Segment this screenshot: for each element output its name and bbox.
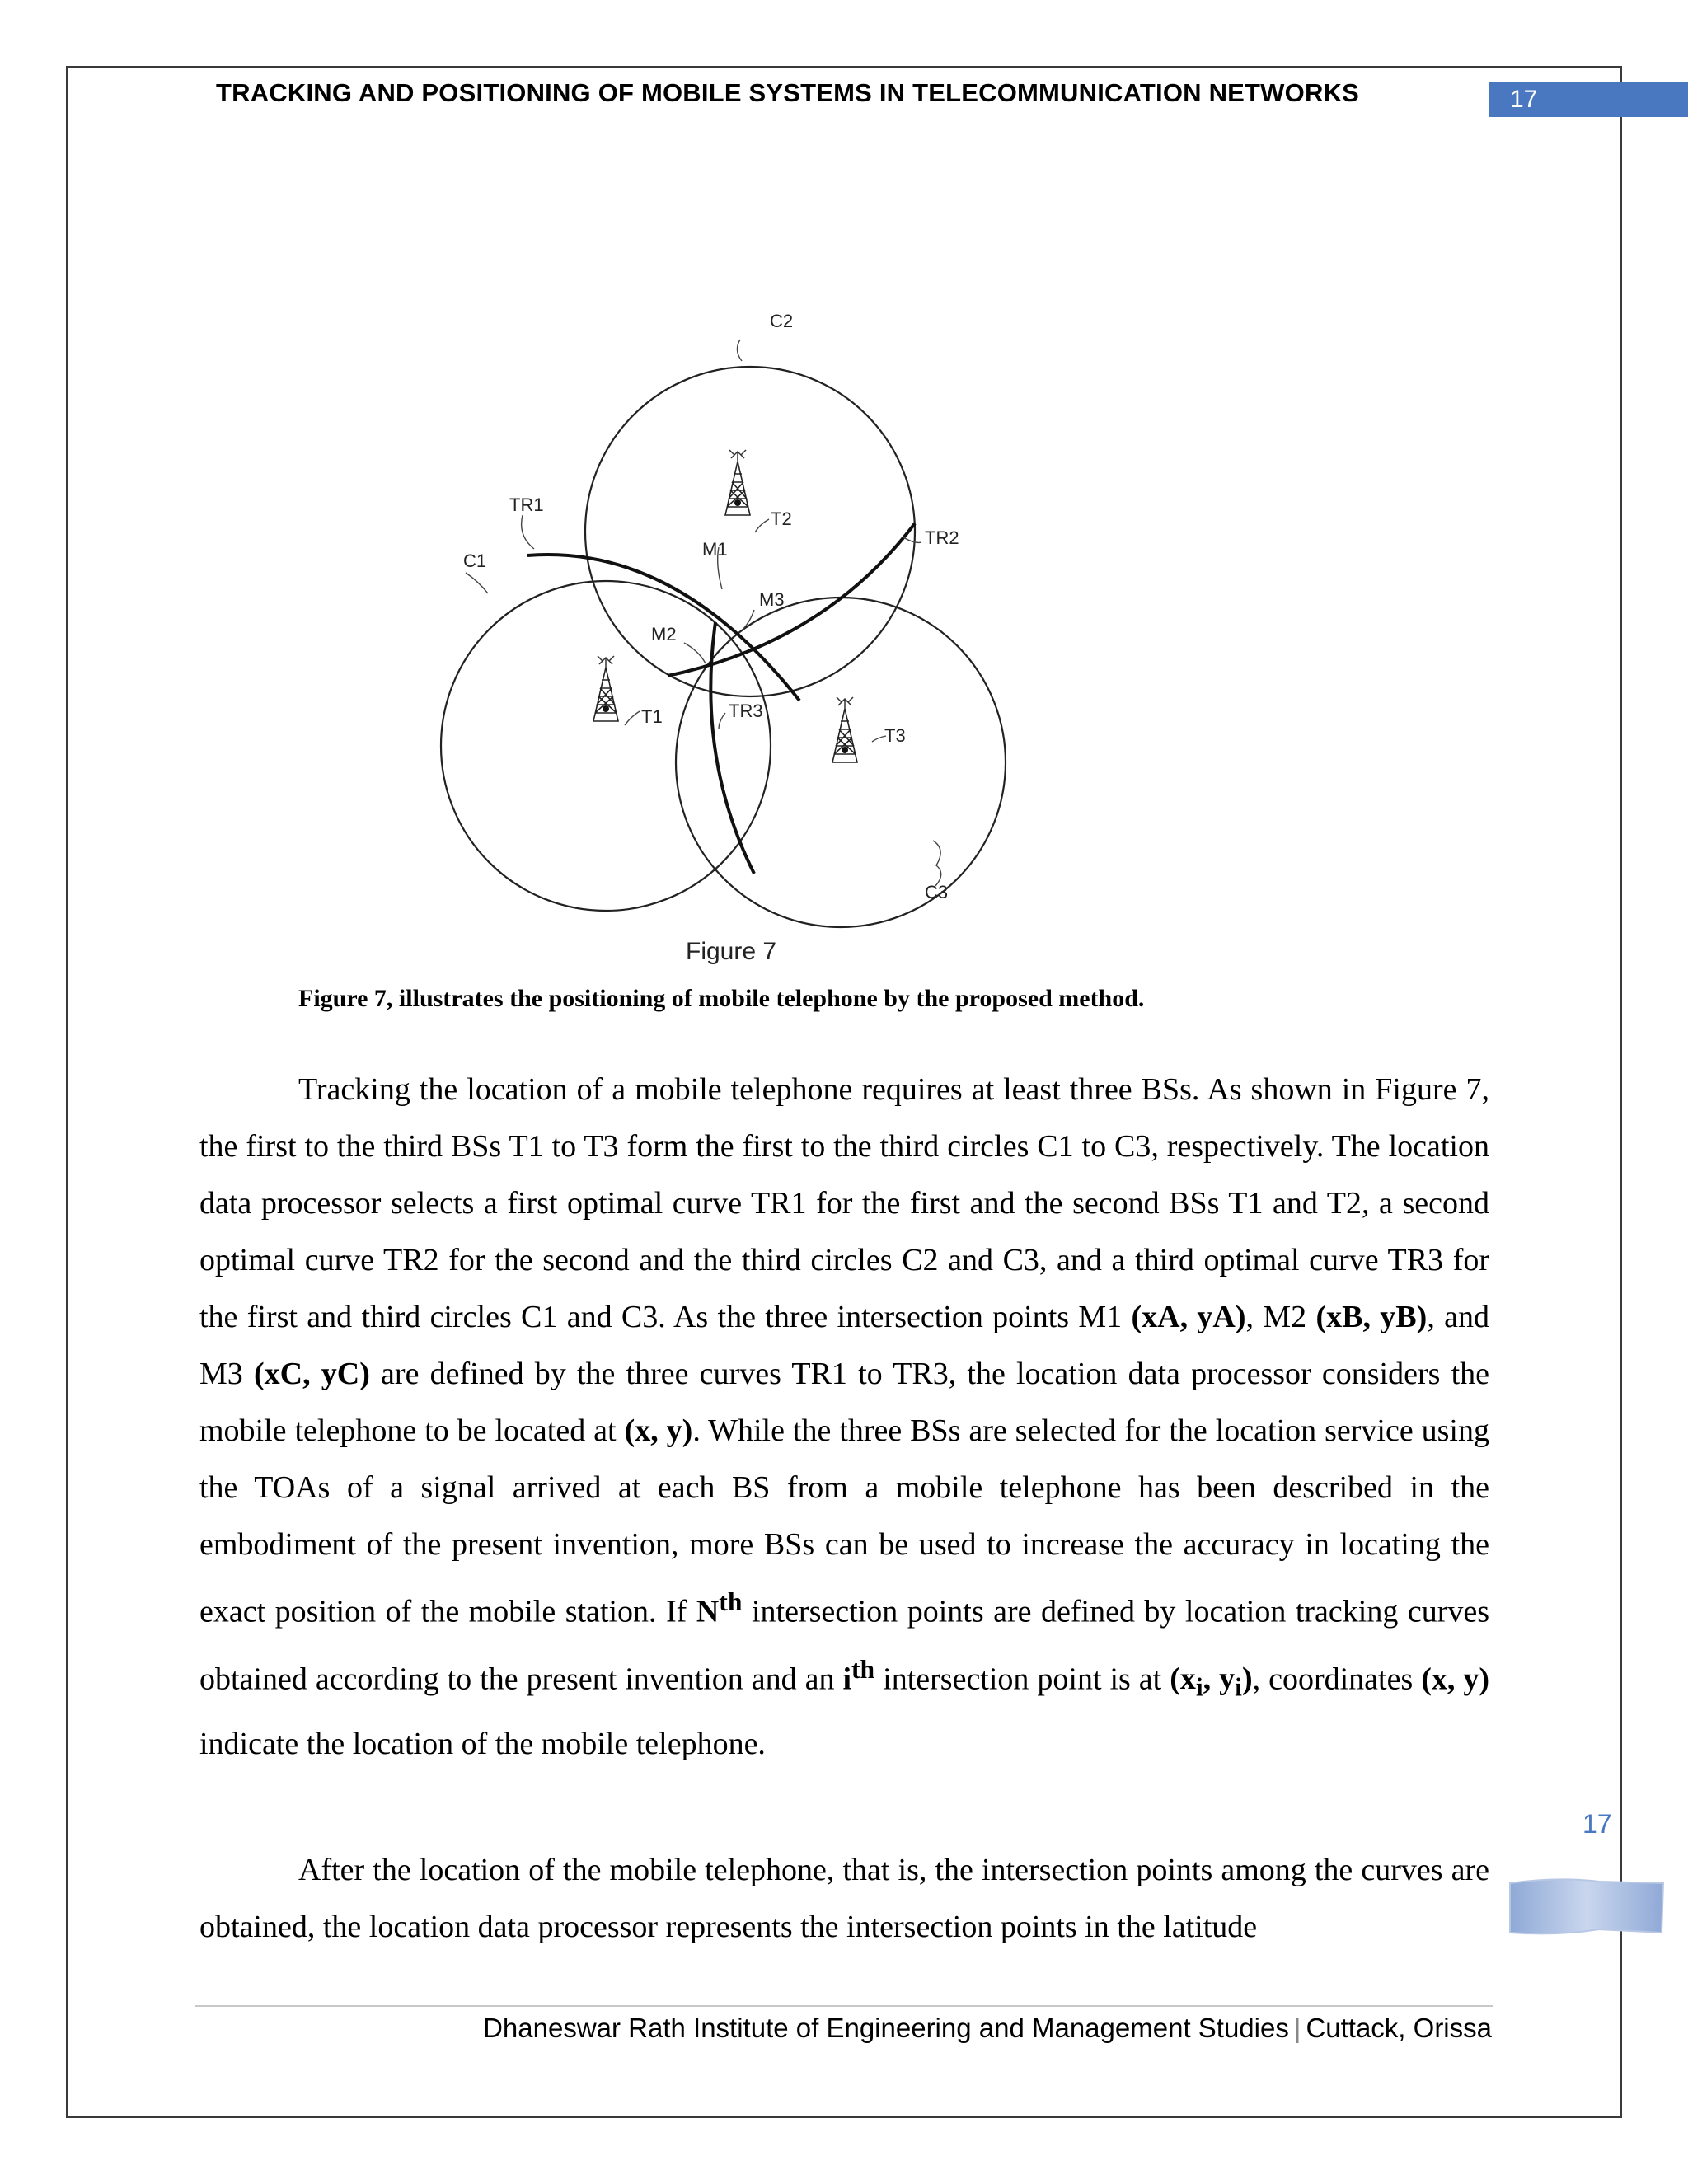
label-tr2: TR2 bbox=[925, 527, 959, 548]
side-page-number: 17 bbox=[1582, 1809, 1612, 1839]
footer-divider bbox=[195, 2005, 1493, 2007]
footer-institute: Dhaneswar Rath Institute of Engineering and Management Studies bbox=[483, 2013, 1289, 2043]
tower-t2 bbox=[725, 450, 750, 515]
label-m2: M2 bbox=[651, 624, 677, 644]
label-c1: C1 bbox=[463, 551, 487, 571]
page-number-tab: 17 bbox=[1489, 82, 1688, 117]
label-m3: M3 bbox=[759, 589, 785, 610]
footer-location: Cuttack, Orissa bbox=[1306, 2013, 1492, 2043]
tower-t1 bbox=[593, 656, 618, 721]
figure-title: Figure 7 bbox=[686, 938, 777, 965]
cell-tower-icon bbox=[725, 450, 750, 515]
cell-tower-icon bbox=[832, 697, 857, 762]
label-m1: M1 bbox=[702, 539, 728, 560]
footer-separator: | bbox=[1293, 2013, 1301, 2043]
label-t2: T2 bbox=[771, 509, 792, 529]
paragraph-1: Tracking the location of a mobile telephone requires at least three BSs. As shown in Figure 7, the first to the third BSs T1 to T3 form the first to the third circles C1 to C3, respectively. The location data processor selects a first optimal curve TR1 for the first and the second BSs T1 and T2, a second optimal curve TR2 for the second and the third circles C2 and C3, and a third optimal curve TR3 for the first and third circles C1 and C3. As the three intersection points M1 (xA, yA), M2 (xB, yB), and M3 (xC, yC) are defined by the three curves TR1 to TR3, the location data processor considers the mobile telephone to be located at (x, y). While the three BSs are selected for the location service using the TOAs of a signal arrived at each BS from a mobile telephone has been described in the embodiment of the present invention, more BSs can be used to increase the accuracy in locating the exact position of the mobile station. If $N^{th}$ intersection points are defined by location tracking curves obtained according to the present invention and an $i^{th}$ intersection point is at ($x_i$, $y_i$), coordinates (x, y) indicate the location of the mobile telephone. bbox=[199, 1072, 1490, 1761]
page-ribbon-decoration bbox=[1508, 1875, 1665, 1941]
label-tr1: TR1 bbox=[509, 494, 544, 515]
curve-tr3 bbox=[710, 622, 754, 874]
footer bbox=[453, 2013, 1492, 2044]
paragraph-2: After the location of the mobile telephone, that is, the intersection points among the curves are obtained, the location data processor represents the intersection points in the latitude bbox=[199, 1853, 1489, 1944]
figure-7 bbox=[429, 297, 1047, 989]
cell-tower-icon bbox=[593, 656, 618, 721]
positioning-diagram bbox=[429, 297, 1047, 989]
circle-c1 bbox=[441, 581, 771, 911]
label-t1: T1 bbox=[641, 706, 663, 727]
figure-caption: Figure 7, illustrates the positioning of mobile telephone by the proposed method. bbox=[298, 985, 1145, 1012]
label-t3: T3 bbox=[884, 725, 906, 746]
running-header: TRACKING AND POSITIONING OF MOBILE SYSTEMS IN TELECOMMUNICATION NETWORKS bbox=[216, 78, 1359, 107]
tower-t3 bbox=[832, 697, 857, 762]
label-tr3: TR3 bbox=[729, 701, 763, 721]
label-c2: C2 bbox=[770, 311, 794, 331]
label-c3: C3 bbox=[925, 882, 949, 902]
